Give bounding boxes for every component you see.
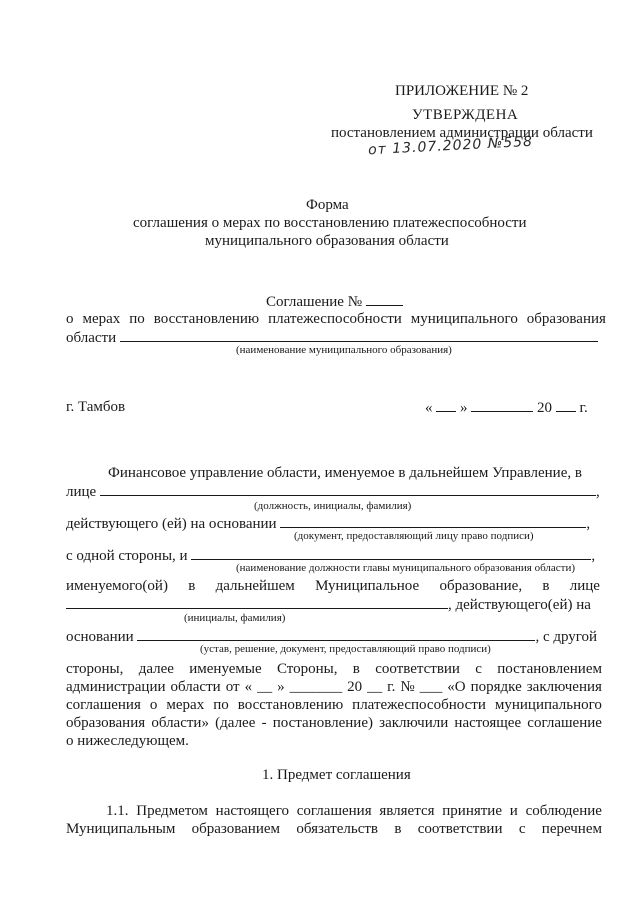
body-sides-line: стороны, далее именуемые Стороны, в соответствии с постановлением <box>66 661 602 677</box>
approved-label: УТВЕРЖДЕНА <box>412 107 519 123</box>
body-acting-line: действующего (ей) на основании , <box>66 516 591 532</box>
section1-heading: 1. Предмет соглашения <box>262 767 411 783</box>
date-line: « » 20 г. <box>425 400 588 416</box>
caption-head-position: (наименование должности главы муниципального образования области) <box>236 562 576 574</box>
caption-document: (документ, предоставляющий лицу право подписи) <box>294 530 534 542</box>
region-line: области <box>66 328 598 347</box>
caption-initials: (инициалы, фамилия) <box>184 612 286 624</box>
resolution-label: постановлением администрации области <box>331 125 593 141</box>
municipality-name-field[interactable] <box>120 328 598 342</box>
agreement-subtitle: о мерах по восстановлению платежеспособности муниципального образования <box>66 311 606 327</box>
date-year-field[interactable] <box>556 398 576 412</box>
head-name-field[interactable] <box>66 595 448 609</box>
caption-charter: (устав, решение, документ, предоставляющий право подписи) <box>200 643 491 655</box>
body-face-line: лице , <box>66 484 600 500</box>
caption-position: (должность, инициалы, фамилия) <box>254 500 412 512</box>
city-label: г. Тамбов <box>66 399 126 415</box>
form-title-line3: муниципального образования области <box>205 233 449 249</box>
authority-document-field[interactable] <box>280 514 586 528</box>
body-acting2-line: , действующего(ей) на <box>66 595 591 614</box>
body-admin-line: администрации области от « __ » _______ 20 __ г. № ___ «О порядке заключения <box>66 679 602 695</box>
basis-document-field[interactable] <box>137 627 535 641</box>
body-side-line: с одной стороны, и , <box>66 548 596 564</box>
section1-para-line1: 1.1. Предметом настоящего соглашения является принятие и соблюдение <box>106 803 602 819</box>
date-day-field[interactable] <box>436 398 456 412</box>
body-named-line: именуемого(ой) в дальнейшем Муниципальное образование, в лице <box>66 578 600 594</box>
official-name-field[interactable] <box>100 482 596 496</box>
body-line1: Финансовое управление области, именуемое в дальнейшем Управление, в <box>108 465 582 481</box>
date-month-field[interactable] <box>471 398 533 412</box>
section1-para-line2: Муниципальным образованием обязательств в соответствии с перечнем <box>66 821 602 837</box>
agreement-number-field[interactable] <box>366 292 403 306</box>
agreement-title: Соглашение № <box>266 292 403 311</box>
body-basis-line: основании , с другой <box>66 629 598 645</box>
handwritten-date-number: от 13.07.2020 №558 <box>367 133 534 159</box>
body-last-line: о нижеследующем. <box>66 733 189 749</box>
appendix-label: ПРИЛОЖЕНИЕ № 2 <box>395 83 529 99</box>
body-formation-line: образования области» (далее - постановление) заключили настоящее соглашение <box>66 715 602 731</box>
region-caption: (наименование муниципального образования) <box>236 344 452 356</box>
body-measures-line: соглашения о мерах по восстановлению платежеспособности муниципального <box>66 697 602 713</box>
form-title-line1: Форма <box>306 197 349 213</box>
head-position-field[interactable] <box>191 546 591 560</box>
form-title-line2: соглашения о мерах по восстановлению платежеспособности <box>133 215 527 231</box>
